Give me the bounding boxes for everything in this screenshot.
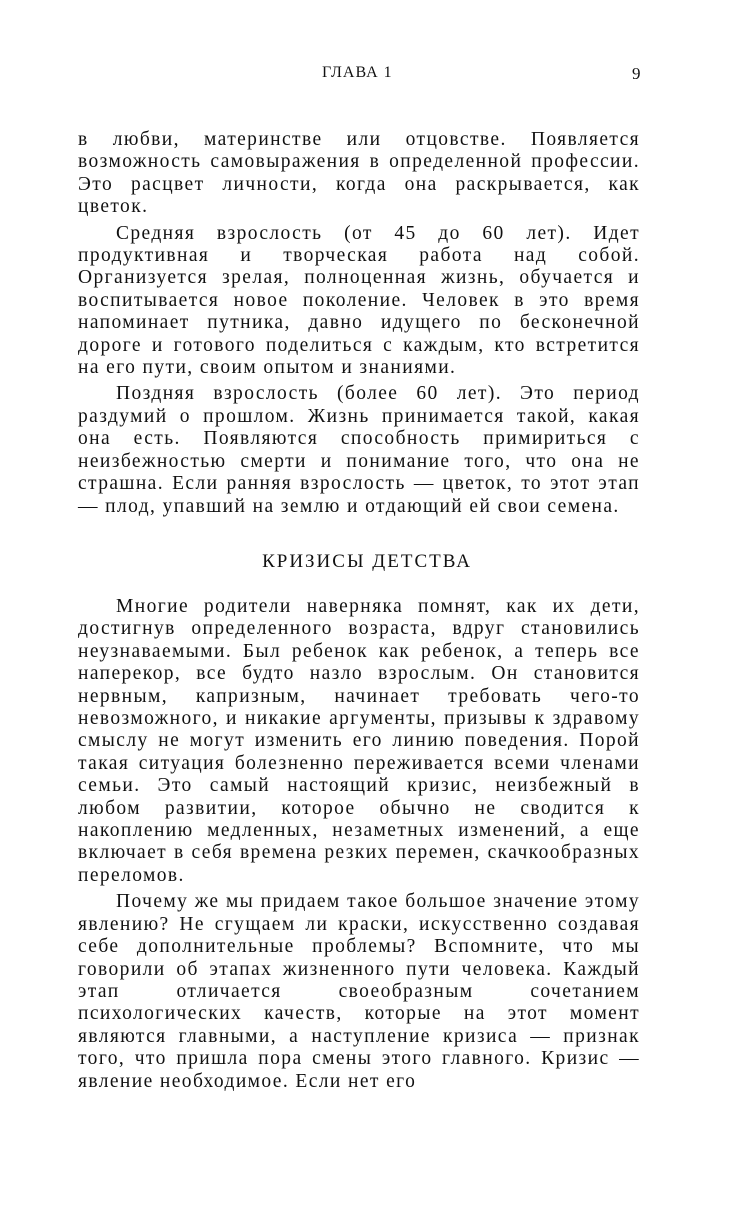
running-head [0, 64, 738, 86]
section-heading [0, 551, 738, 573]
paragraph: Поздняя взрослость (более 60 лет). Это период раздумий о прошлом. Жизнь принимается такой, какая она есть. Появляются способность примириться с неизбежностью смерти и понимание того, что она не страшна. Если ранняя взрослость — цветок, то этот этап — плод, упавший на землю и отдающий ей свои семена. [78, 383, 640, 517]
paragraph: Многие родители наверняка помнят, как их дети, достигнув определенного возраста, вдруг становились неузнаваемыми. Был ребенок как ребенок, а теперь все наперекор, все будто назло взрослым. Он становится нервным, капризным, начинает требовать чего-то невозможного, и никакие аргументы, призывы к здравому смыслу не могут изменить его линию поведения. Порой такая ситуация болезненно переживается всеми членами семьи. Это самый настоящий кризис, неизбежный в любом развитии, которое обычно не сводится к накоплению медленных, незаметных изменений, а еще включает в себя времена резких перемен, скачкообразных переломов. [78, 596, 640, 886]
paragraph: Средняя взрослость (от 45 до 60 лет). Идет продуктивная и творческая работа над собой. Организуется зрелая, полноценная жизнь, обучается и воспитывается новое поколение. Человек в это время напоминает путника, давно идущего по бесконечной дороге и готового поделиться с каждым, кто встретится на его пути, своим опытом и знаниями. [78, 222, 640, 379]
paragraph: Почему же мы придаем такое большое значение этому явлению? Не сгущаем ли краски, искусственно создавая себе дополнительные проблемы? Вспомните, что мы говорили об этапах жизненного пути человека. Каждый этап отличается своеобразным сочетанием психологических качеств, которые на этот момент являются главными, а наступление кризиса — признак того, что пришла пора смены этого главного. Кризис — явление необходимое. Если нет его [78, 891, 640, 1092]
text-block-top [78, 129, 640, 518]
paragraph: в любви, материнстве или отцовстве. Появляется возможность самовыражения в определенной профессии. Это расцвет личности, когда она раскрывается, как цветок. [78, 129, 640, 218]
page-number: 9 [632, 64, 642, 83]
text-block-bottom [78, 596, 640, 1093]
chapter-title: ГЛАВА 1 [322, 64, 393, 81]
section-heading-text: КРИЗИСЫ ДЕТСТВА [262, 551, 472, 572]
